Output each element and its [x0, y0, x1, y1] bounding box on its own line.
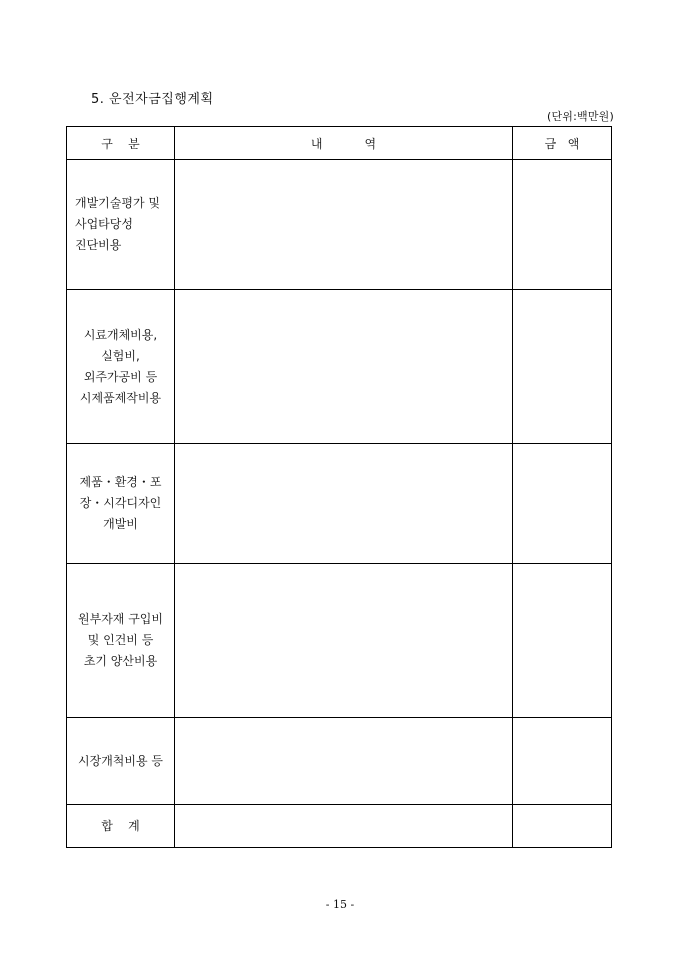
category-cell: [67, 160, 175, 290]
category-cell: [67, 805, 175, 848]
category-line: 합 계: [101, 818, 140, 833]
details-cell[interactable]: [175, 805, 513, 848]
category-line: 실험비,: [101, 348, 140, 363]
section-title: 5. 운전자금집행계획: [91, 92, 214, 107]
amount-cell[interactable]: [513, 290, 612, 444]
category-line: 시료개체비용,: [83, 327, 158, 342]
table-row: [67, 564, 612, 718]
category-line: 진단비용: [75, 238, 122, 252]
header-details: 내 역: [175, 127, 513, 160]
category-cell: [67, 444, 175, 564]
details-cell[interactable]: [175, 444, 513, 564]
table-body: [67, 160, 612, 848]
category-line: 외주가공비 등: [83, 369, 158, 384]
table-row: [67, 805, 612, 848]
category-line: 개발기술평가 및: [75, 196, 160, 210]
category-line: 시제품제작비용: [79, 390, 162, 405]
table-row: [67, 718, 612, 805]
details-cell[interactable]: [175, 718, 513, 805]
details-cell[interactable]: [175, 160, 513, 290]
table-row: [67, 160, 612, 290]
category-line: 초기 양산비용: [83, 654, 158, 668]
header-row: [67, 127, 612, 160]
category-line: 및 인건비 등: [87, 633, 154, 647]
unit-label: (단위:백만원): [546, 110, 614, 123]
page-number: - 15 -: [325, 898, 355, 911]
amount-cell[interactable]: [513, 160, 612, 290]
category-cell: [67, 290, 175, 444]
table-row: [67, 444, 612, 564]
amount-cell[interactable]: [513, 805, 612, 848]
details-cell[interactable]: [175, 290, 513, 444]
amount-cell[interactable]: [513, 718, 612, 805]
category-line: 제품・환경・포: [79, 475, 162, 489]
header-amount: 금 액: [513, 127, 612, 160]
category-cell: [67, 718, 175, 805]
category-line: 개발비: [103, 517, 138, 531]
amount-cell[interactable]: [513, 564, 612, 718]
details-cell[interactable]: [175, 564, 513, 718]
amount-cell[interactable]: [513, 444, 612, 564]
table-row: [67, 290, 612, 444]
fund-plan-table: [66, 126, 612, 848]
category-line: 사업타당성: [75, 217, 133, 231]
category-line: 원부자재 구입비: [78, 612, 163, 626]
category-line: 시장개척비용 등: [78, 753, 163, 768]
category-line: 장・시각디자인: [79, 496, 162, 510]
header-category: 구 분: [67, 127, 175, 160]
category-cell: [67, 564, 175, 718]
